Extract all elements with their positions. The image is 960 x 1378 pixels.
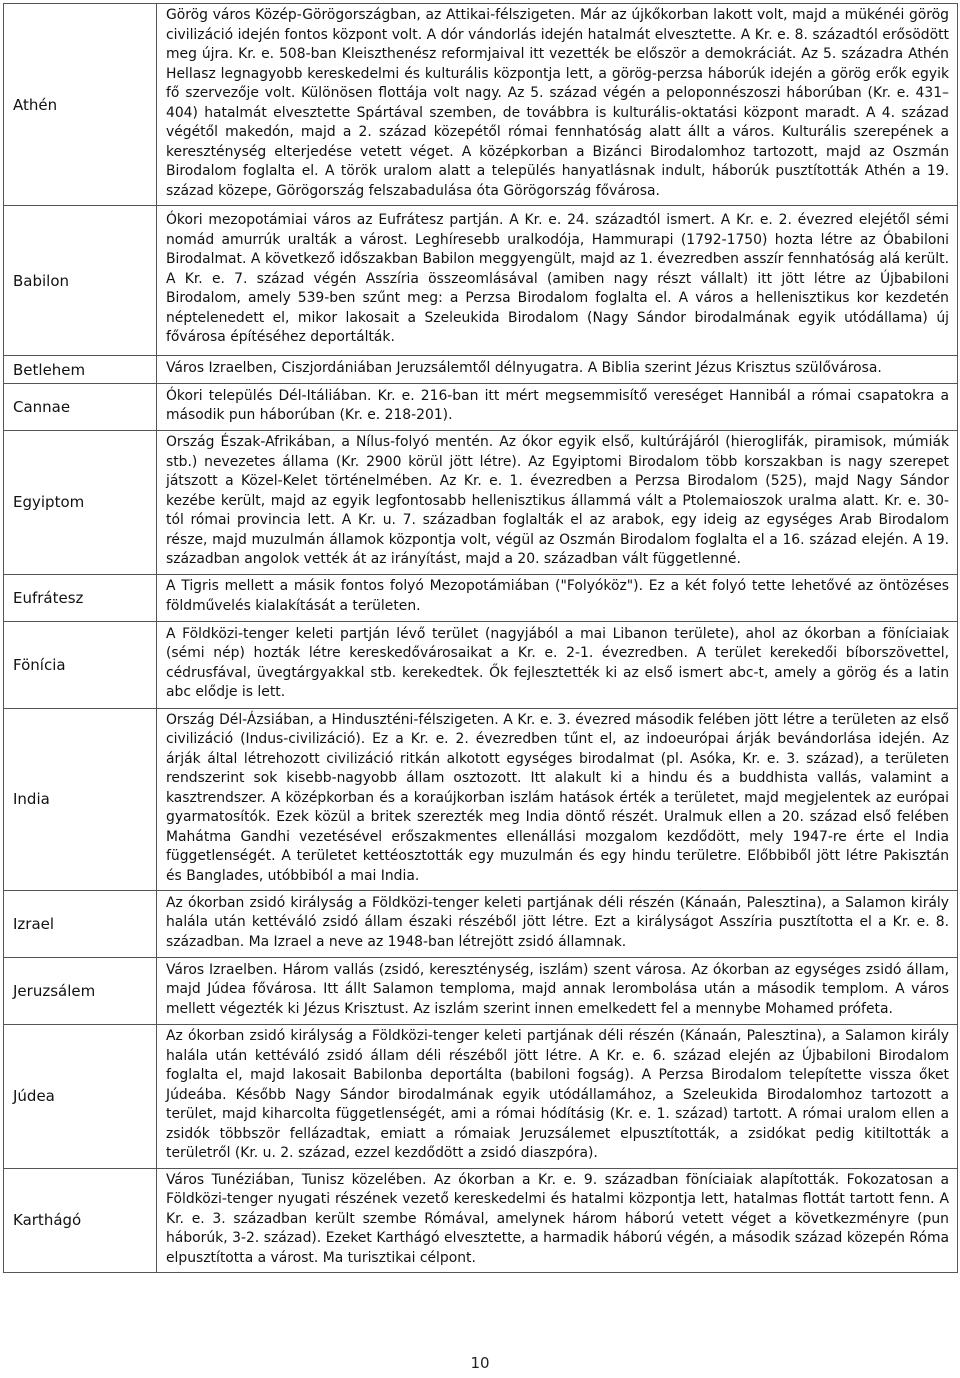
term-cell: Cannae: [4, 384, 157, 431]
term-cell: Betlehem: [4, 356, 157, 384]
table-row: [4, 206, 958, 356]
term-cell: Karthágó: [4, 1168, 157, 1273]
description-cell: Ország Dél-Ázsiában, a Hinduszténi-félszigeten. A Kr. e. 3. évezred második felében jött létre a területen az első civilizáció (Indus-civilizáció). Ez a Kr. e. 2. évezredben tűnt el, az indoeurópai árják bevándorlása idején. Az árják által létrehozott civilizáció ritkán alkotott egységes birodalmat (pl. Asóka, Kr. e. 3. század), a területen rendszerint sok kisebb-nagyobb állam osztozott. Itt alakult ki a hindu és a buddhista vallás, valamint a kasztrendszer. A középkorban és a koraújkorban iszlám hatások érték a területet, majd megjelentek az európai gyarmatosítók. Ezek közül a britek szerezték meg India döntő részét. Uralmuk ellen a 20. század első felében Mahátma Gandhi vezetésével erőszakmentes ellenállási mozgalom kezdődött, mely 1947-re érte el India függetlenségét. A területet kettéosztották egy muzulmán és egy hindu területre. Előbbiből jött létre Pakisztán és Banglades, utóbbiból a mai India.: [157, 708, 958, 891]
description-cell: Ország Észak-Afrikában, a Nílus-folyó mentén. Az ókor egyik első, kultúrájáról (hieroglifák, piramisok, múmiák stb.) nevezetes állama (Kr. 2900 körül jött létre). Az Egyiptomi Birodalom több korszakban is nagy szerepet játszott a Közel-Kelet történelmében. Az Kr. e. 1. évezredben a Perzsa Birodalom (525), majd Nagy Sándor kezébe került, majd az egyik legfontosabb hellenisztikus állammá vált a Ptolemaioszok uralma alatt. Kr. e. 30-tól római provincia lett. A Kr. u. 7. században foglalták el az arabok, egy ideig az egységes Arab Birodalom része, majd muzulmán államok központja volt, végül az Oszmán Birodalom foglalta el a 16. század elején. A 19. században angolok vették át az irányítást, majd a 20. században vált függetlenné.: [157, 431, 958, 575]
term-cell: Eufrátesz: [4, 574, 157, 621]
page-number: 10: [470, 1354, 490, 1372]
table-row: [4, 356, 958, 384]
table-row: [4, 958, 958, 1025]
table-row: [4, 1168, 958, 1273]
term-cell: Júdea: [4, 1025, 157, 1169]
description-cell: Az ókorban zsidó királyság a Földközi-tenger keleti partjának déli részén (Kánaán, Palesztina), a Salamon király halála után kettéváló zsidó állam déli részéből jött létre. A Kr. e. 6. század elején az Újbabiloni Birodalom foglalta el, majd lakosait Babilonba deportálta (babiloni fogság). A Perzsa Birodalom telepítette vissza őket Júdeába. Később Nagy Sándor birodalmának egyik utódállamához, a Szeleukida Birodalomhoz tartozott a terület, majd kiharcolta függetlenségét, ami a római hódításig (Kr. e. 1. század) tartott. A római uralom ellen a zsidók többször fellázadtak, emiatt a rómaiak Jeruzsálemet elpusztították, a zsidókat pedig kitiltották a területről (Kr. u. 2. század, ezzel kezdődött a zsidó diaszpóra).: [157, 1025, 958, 1169]
description-cell: A Földközi-tenger keleti partján lévő terület (nagyjából a mai Libanon területe), ahol az ókorban a föníciaiak (sémi nép) hozták létre kereskedővárosaikat a Kr. e. 2-1. évezredben. A terület kerekedői bíborszövettel, cédrusfával, üvegtárgyakkal stb. kerekedtek. Ők fejlesztették ki az első ismert abc-t, amely a görög és a latin abc elődje is lett.: [157, 621, 958, 708]
description-cell: Város Izraelben. Három vallás (zsidó, kereszténység, iszlám) szent városa. Az ókorban az egységes zsidó állam, majd Júdea fővárosa. Itt állt Salamon temploma, majd annak lerombolása után a második templom. A város mellett végezték ki Jézus Krisztust. Az iszlám szerint innen emelkedett fel a mennybe Mohamed prófeta.: [157, 958, 958, 1025]
term-cell: Jeruzsálem: [4, 958, 157, 1025]
table-row: [4, 708, 958, 891]
glossary-table: [3, 3, 958, 1273]
term-cell: India: [4, 708, 157, 891]
table-row: [4, 574, 958, 621]
table-row: [4, 431, 958, 575]
term-cell: Babilon: [4, 206, 157, 356]
description-cell: Az ókorban zsidó királyság a Földközi-tenger keleti partjának déli részén (Kánaán, Palesztina), a Salamon király halála után kettéváló zsidó állam északi részéből jött létre. Ezt a királyságot Asszíria pusztította el a Kr. e. 8. században. Ma Izrael a neve az 1948-ban létrejött zsidó államnak.: [157, 891, 958, 958]
table-row: [4, 621, 958, 708]
description-cell: Város Tunéziában, Tunisz közelében. Az ókorban a Kr. e. 9. században föníciaiak alapították. Fokozatosan a Földközi-tenger nyugati részének vezető kereskedelmi és hatalmi központja lett, hatalmas flottát tartott fenn. A Kr. e. 3. században került szembe Rómával, amelynek három háború vetett véget a következményre (pun háborúk, 3-2. század). Ezeket Karthágó elvesztette, a harmadik háború végén, a második század közepén Róma elpusztította a várost. Ma turisztikai célpont.: [157, 1168, 958, 1273]
table-row: [4, 1025, 958, 1169]
description-cell: Város Izraelben, Ciszjordániában Jeruzsálemtől délnyugatra. A Biblia szerint Jézus Krisztus szülővárosa.: [157, 356, 958, 384]
description-cell: A Tigris mellett a másik fontos folyó Mezopotámiában ("Folyóköz"). Ez a két folyó tette lehetővé az öntözéses földművelés kialakítását a területen.: [157, 574, 958, 621]
table-row: [4, 4, 958, 206]
term-cell: Fönícia: [4, 621, 157, 708]
description-cell: Ókori mezopotámiai város az Eufrátesz partján. A Kr. e. 24. századtól ismert. A Kr. e. 2. évezred elejétől sémi nomád amurrúk uralták a várost. Leghíresebb uralkodója, Hammurapi (1792-1750) hozta létre az Óbabiloni Birodalmat. A következő időszakban Babilon meggyengült, majd az 1. évezredben asszír fennhatóság alá került. A Kr. e. 7. század végén Asszíria összeomlásával (amiben nagy részt vállalt) itt jött létre az Újbabiloni Birodalom, amely 539-ben szűnt meg: a Perzsa Birodalom foglalta el. A város a hellenisztikus kor kezdetén néptelenedett el, mikor lakosait a Szeleukida Birodalom (Nagy Sándor birodalmának egyik utódállama) új fővárosa építéséhez deportálták.: [157, 206, 958, 356]
description-cell: Görög város Közép-Görögországban, az Attikai-félszigeten. Már az újkőkorban lakott volt, majd a mükénéi görög civilizáció idején fontos központ volt. A dór vándorlás idején hatalmát elvesztette. A Kr. e. 8. századtól erősödött meg újra. Kr. e. 508-ban Kleiszthenész reformjaival itt vezették be először a demokráciát. Az 5. századra Athén Hellasz legnagyobb kereskedelmi és kulturális központja lett, a görög-perzsa háborúk idején a görög erők egyik fő szervezője volt. Különösen flottája volt nagy. Az 5. század végén a peloponnészoszi háborúban (Kr. e. 431–404) hatalmát elvesztette Spártával szemben, de továbbra is kulturális-oktatási központ maradt. A 4. század végétől makedón, majd a 2. század közepétől római fennhatóság alatt állt a város. Kulturális szerepének a kereszténység elterjedése vetett véget. A középkorban a Bizánci Birodalomhoz tartozott, majd az Oszmán Birodalom foglalta el. A török uralom alatt a település hanyatlásnak indult, háborúk pusztították Athén a 19. század közepe, Görögország felszabadulása óta Görögország fővárosa.: [157, 4, 958, 206]
term-cell: Egyiptom: [4, 431, 157, 575]
term-cell: Izrael: [4, 891, 157, 958]
description-cell: Ókori település Dél-Itáliában. Kr. e. 216-ban itt mért megsemmisítő vereséget Hannibál a római csapatokra a második pun háborúban (Kr. e. 218-201).: [157, 384, 958, 431]
table-row: [4, 891, 958, 958]
term-cell: Athén: [4, 4, 157, 206]
table-row: [4, 384, 958, 431]
